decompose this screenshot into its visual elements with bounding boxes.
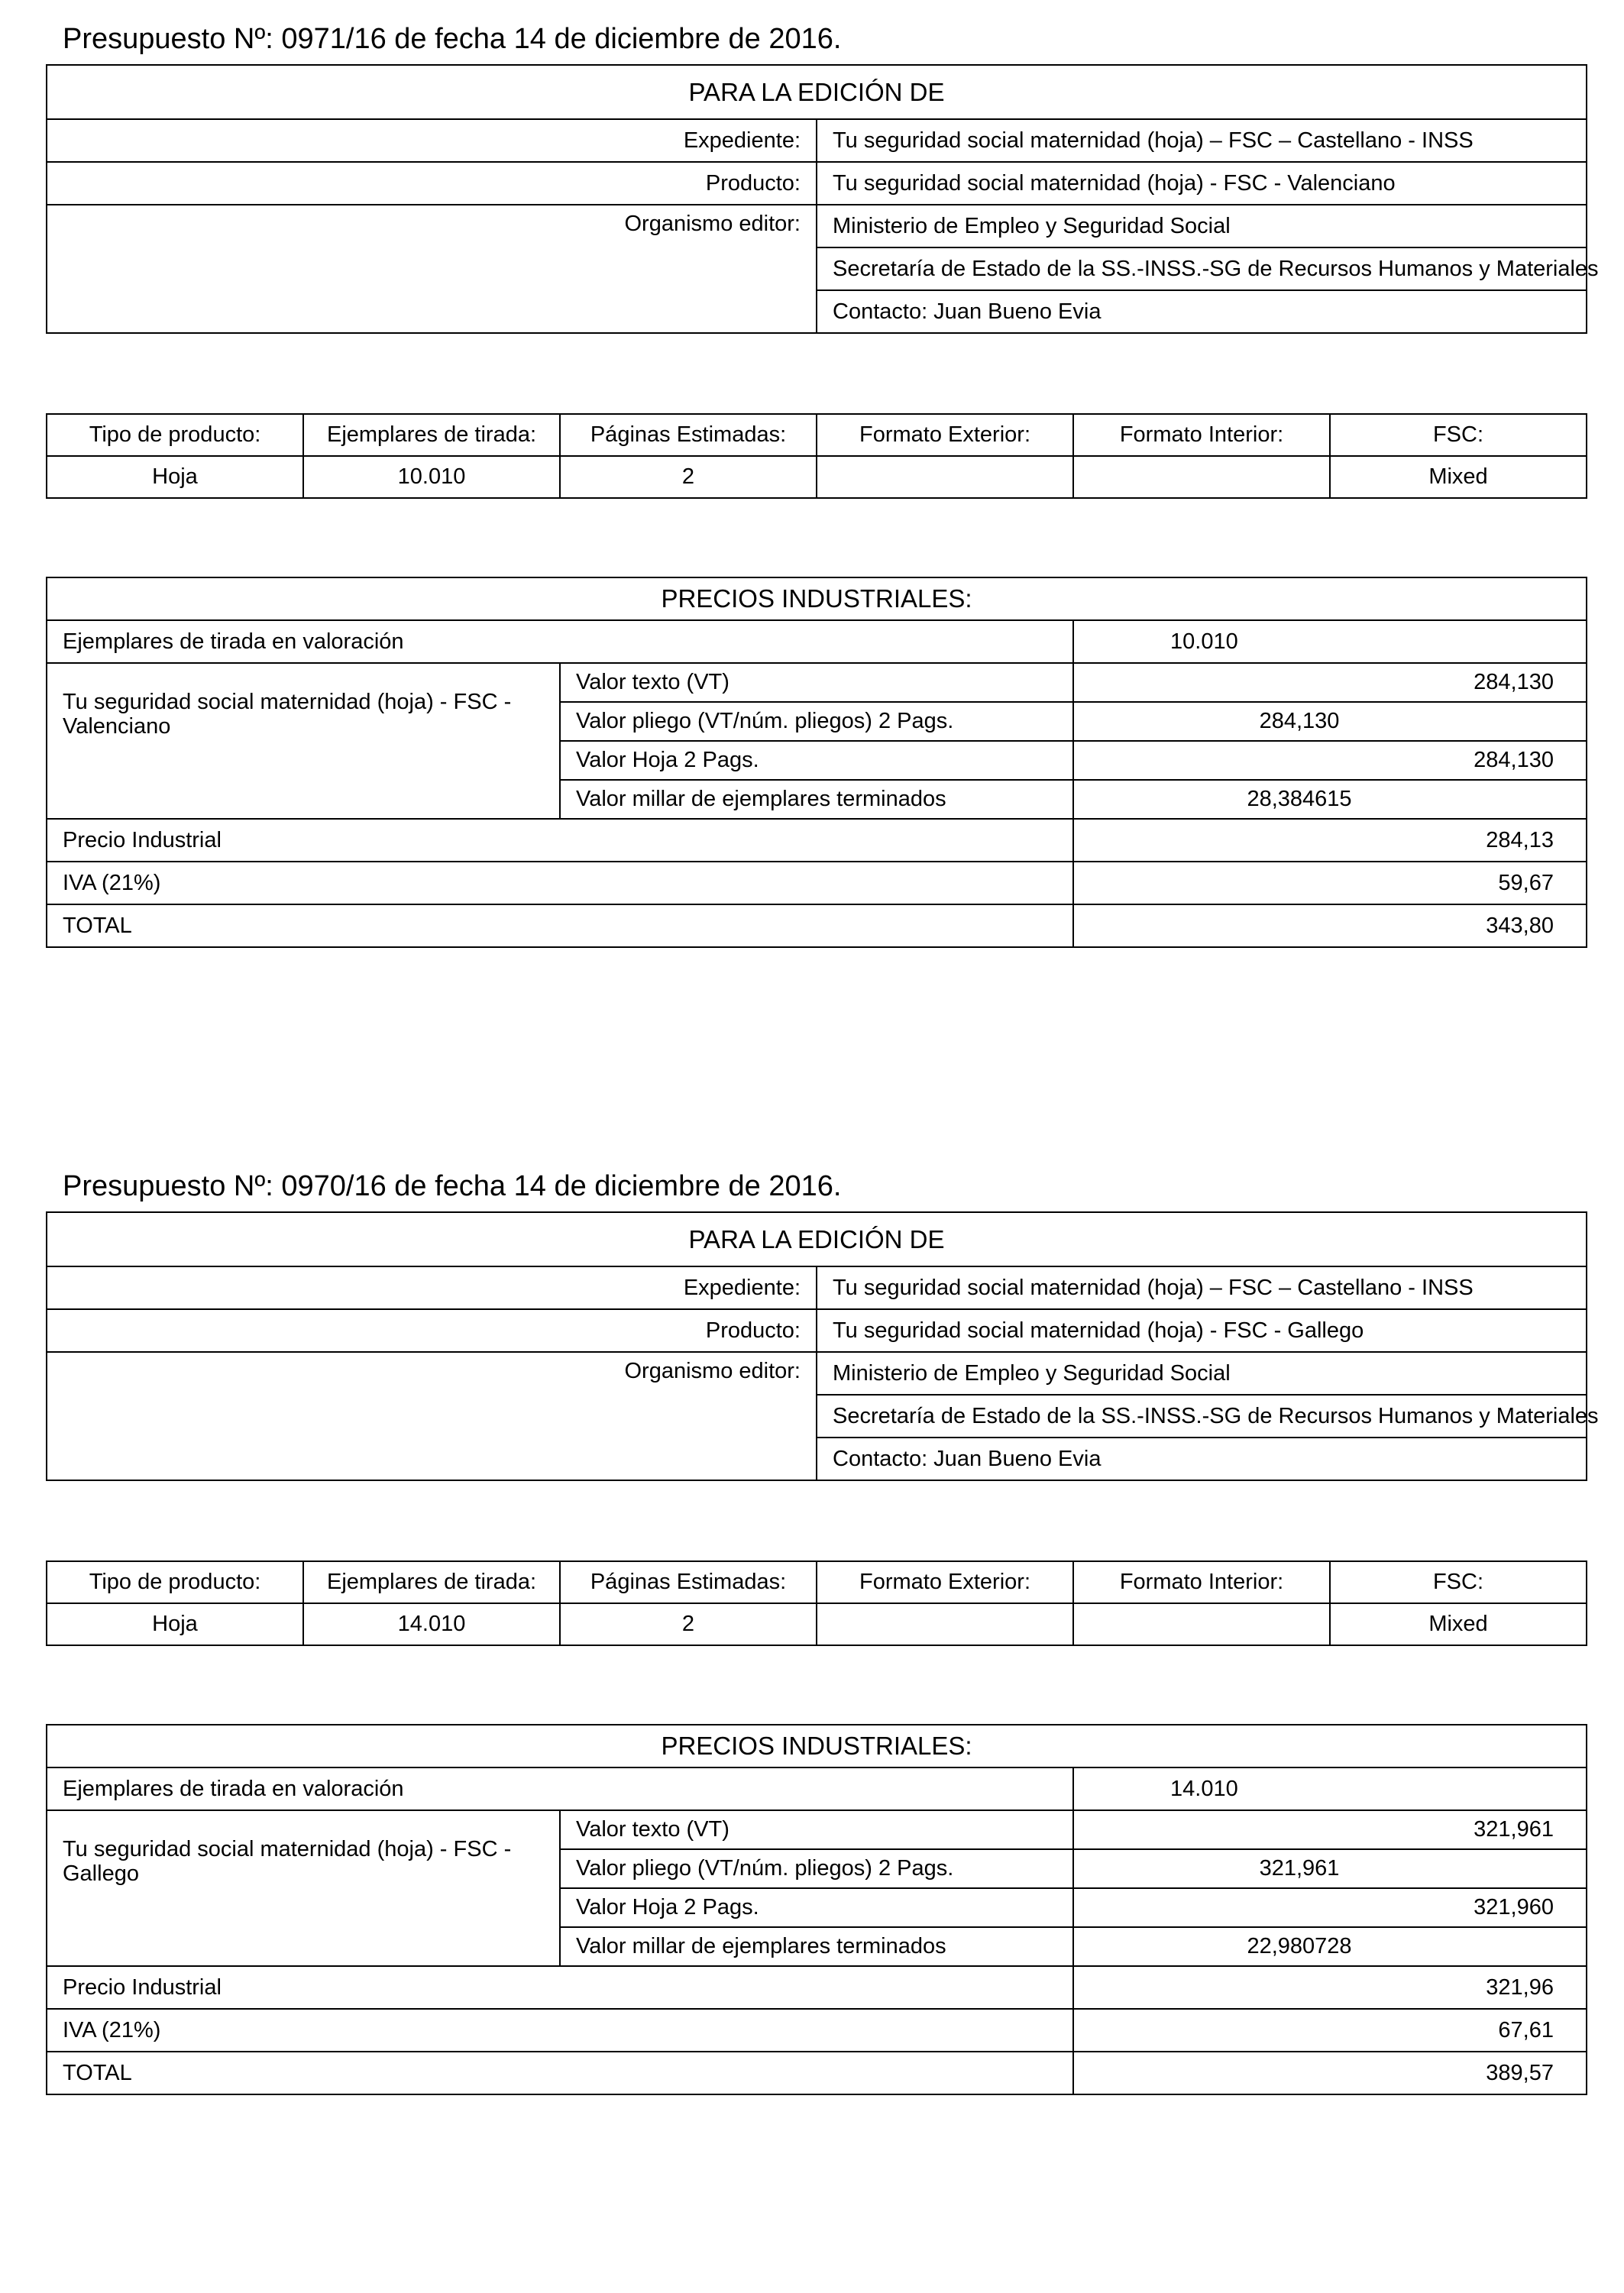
expediente-label: Expediente:	[47, 1266, 817, 1309]
prices-table	[46, 577, 1587, 948]
specs-table	[46, 413, 1587, 499]
valor-hoja-value: 284,130	[1073, 741, 1587, 780]
spec-header: Formato Interior:	[1073, 414, 1330, 456]
producto-value: Tu seguridad social maternidad (hoja) - FSC - Valenciano	[817, 162, 1587, 205]
valor-pliego-value: 321,961	[1073, 1849, 1587, 1888]
total-label: TOTAL	[47, 2052, 1073, 2094]
valor-texto-label: Valor texto (VT)	[560, 663, 1073, 702]
precio-industrial-label: Precio Industrial	[47, 819, 1073, 862]
organismo-value: Contacto: Juan Bueno Evia	[817, 1438, 1587, 1480]
valor-millar-value: 22,980728	[1073, 1927, 1587, 1966]
total-value: 389,57	[1073, 2052, 1587, 2094]
prices-table	[46, 1724, 1587, 2095]
valor-texto-value: 284,130	[1073, 663, 1587, 702]
valor-millar-label: Valor millar de ejemplares terminados	[560, 1927, 1073, 1966]
valor-millar-label: Valor millar de ejemplares terminados	[560, 780, 1073, 819]
edition-table	[46, 1211, 1599, 1481]
valor-pliego-label: Valor pliego (VT/núm. pliegos) 2 Pags.	[560, 702, 1073, 741]
valor-hoja-label: Valor Hoja 2 Pags.	[560, 1888, 1073, 1927]
edition-table	[46, 64, 1599, 334]
product-description: Tu seguridad social maternidad (hoja) - FSC - Valenciano	[47, 663, 560, 819]
valor-texto-value: 321,961	[1073, 1810, 1587, 1849]
spec-header: Tipo de producto:	[47, 414, 303, 456]
budget-0971	[0, 0, 1624, 1146]
spec-header: Ejemplares de tirada:	[303, 414, 560, 456]
spec-value: 2	[560, 456, 817, 498]
product-description: Tu seguridad social maternidad (hoja) - FSC - Gallego	[47, 1810, 560, 1966]
budget-title: Presupuesto Nº: 0971/16 de fecha 14 de diciembre de 2016.	[63, 23, 842, 55]
spec-value: Mixed	[1330, 1603, 1587, 1645]
spec-value: 2	[560, 1603, 817, 1645]
specs-table	[46, 1560, 1587, 1646]
organismo-value: Ministerio de Empleo y Seguridad Social	[817, 1352, 1587, 1395]
spec-header: FSC:	[1330, 1561, 1587, 1603]
ejemplares-value: 14.010	[1073, 1767, 1587, 1810]
spec-value	[1073, 1603, 1330, 1645]
iva-value: 59,67	[1073, 862, 1587, 904]
spec-header: Formato Exterior:	[817, 1561, 1073, 1603]
valor-millar-value: 28,384615	[1073, 780, 1587, 819]
valor-hoja-value: 321,960	[1073, 1888, 1587, 1927]
spec-value	[817, 1603, 1073, 1645]
iva-label: IVA (21%)	[47, 2009, 1073, 2052]
organismo-value: Secretaría de Estado de la SS.-INSS.-SG de Recursos Humanos y Materiales	[817, 247, 1587, 290]
spec-header: Páginas Estimadas:	[560, 1561, 817, 1603]
ejemplares-label: Ejemplares de tirada en valoración	[47, 620, 1073, 663]
organismo-label: Organismo editor:	[47, 1352, 817, 1480]
edition-header: PARA LA EDICIÓN DE	[47, 1212, 1587, 1266]
valor-pliego-label: Valor pliego (VT/núm. pliegos) 2 Pags.	[560, 1849, 1073, 1888]
organismo-value: Secretaría de Estado de la SS.-INSS.-SG de Recursos Humanos y Materiales	[817, 1395, 1587, 1438]
iva-value: 67,61	[1073, 2009, 1587, 2052]
spec-header: Ejemplares de tirada:	[303, 1561, 560, 1603]
expediente-value: Tu seguridad social maternidad (hoja) – FSC – Castellano - INSS	[817, 1266, 1587, 1309]
edition-header: PARA LA EDICIÓN DE	[47, 65, 1587, 119]
spec-value: 10.010	[303, 456, 560, 498]
budget-title: Presupuesto Nº: 0970/16 de fecha 14 de diciembre de 2016.	[63, 1170, 842, 1202]
total-label: TOTAL	[47, 904, 1073, 947]
prices-header: PRECIOS INDUSTRIALES:	[47, 577, 1587, 620]
spec-value: Hoja	[47, 1603, 303, 1645]
producto-value: Tu seguridad social maternidad (hoja) - FSC - Gallego	[817, 1309, 1587, 1352]
precio-industrial-value: 284,13	[1073, 819, 1587, 862]
ejemplares-value: 10.010	[1073, 620, 1587, 663]
spec-value: 14.010	[303, 1603, 560, 1645]
spec-header: Tipo de producto:	[47, 1561, 303, 1603]
organismo-value: Ministerio de Empleo y Seguridad Social	[817, 205, 1587, 247]
spec-header: Páginas Estimadas:	[560, 414, 817, 456]
spec-value: Hoja	[47, 456, 303, 498]
total-value: 343,80	[1073, 904, 1587, 947]
iva-label: IVA (21%)	[47, 862, 1073, 904]
budget-0970	[0, 1147, 1624, 2293]
spec-header: FSC:	[1330, 414, 1587, 456]
valor-hoja-label: Valor Hoja 2 Pags.	[560, 741, 1073, 780]
prices-header: PRECIOS INDUSTRIALES:	[47, 1725, 1587, 1767]
expediente-label: Expediente:	[47, 119, 817, 162]
producto-label: Producto:	[47, 1309, 817, 1352]
spec-value	[817, 456, 1073, 498]
valor-texto-label: Valor texto (VT)	[560, 1810, 1073, 1849]
expediente-value: Tu seguridad social maternidad (hoja) – FSC – Castellano - INSS	[817, 119, 1587, 162]
spec-header: Formato Exterior:	[817, 414, 1073, 456]
organismo-value: Contacto: Juan Bueno Evia	[817, 290, 1587, 333]
organismo-label: Organismo editor:	[47, 205, 817, 333]
valor-pliego-value: 284,130	[1073, 702, 1587, 741]
spec-value	[1073, 456, 1330, 498]
precio-industrial-value: 321,96	[1073, 1966, 1587, 2009]
spec-header: Formato Interior:	[1073, 1561, 1330, 1603]
spec-value: Mixed	[1330, 456, 1587, 498]
precio-industrial-label: Precio Industrial	[47, 1966, 1073, 2009]
ejemplares-label: Ejemplares de tirada en valoración	[47, 1767, 1073, 1810]
producto-label: Producto:	[47, 162, 817, 205]
